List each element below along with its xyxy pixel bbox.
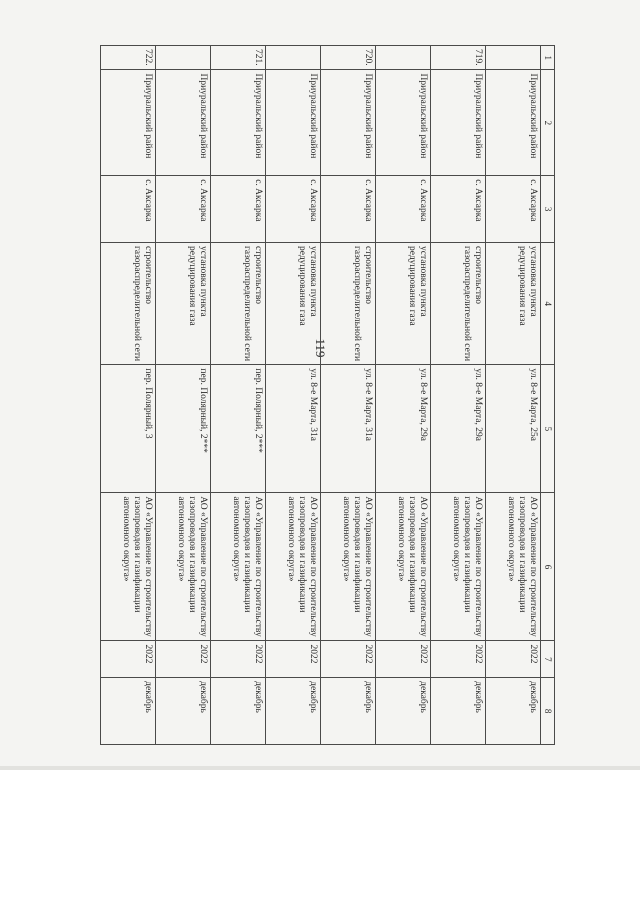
column-header: 7 xyxy=(541,641,555,678)
settlement-cell: с. Аксарка xyxy=(211,176,266,243)
address-cell: пер. Полярный, 2*** xyxy=(211,365,266,493)
district-cell: Приуральский район xyxy=(486,70,541,176)
address-cell: ул. 8-е Марта, 25а xyxy=(486,365,541,493)
executor-cell: АО «Управление по строительству газопроводов и газификации автономного округа» xyxy=(321,493,376,641)
month-cell: декабрь xyxy=(431,678,486,745)
executor-cell: АО «Управление по строительству газопроводов и газификации автономного округа» xyxy=(156,493,211,641)
district-cell: Приуральский район xyxy=(266,70,321,176)
work-cell: установка пункта редуцирования газа xyxy=(156,243,211,365)
column-header: 1 xyxy=(541,46,555,70)
table-row xyxy=(211,46,266,745)
district-cell: Приуральский район xyxy=(211,70,266,176)
row-number xyxy=(266,46,321,70)
row-number xyxy=(376,46,431,70)
district-cell: Приуральский район xyxy=(321,70,376,176)
month-cell: декабрь xyxy=(266,678,321,745)
address-cell: ул. 8-е Марта, 31а xyxy=(321,365,376,493)
row-number: 719. xyxy=(431,46,486,70)
address-cell: пер. Полярный, 2*** xyxy=(156,365,211,493)
executor-cell: АО «Управление по строительству газопроводов и газификации автономного округа» xyxy=(486,493,541,641)
year-cell: 2022 xyxy=(101,641,156,678)
district-cell: Приуральский район xyxy=(431,70,486,176)
work-cell: установка пункта редуцирования газа xyxy=(486,243,541,365)
district-cell: Приуральский район xyxy=(101,70,156,176)
year-cell: 2022 xyxy=(486,641,541,678)
settlement-cell: с. Аксарка xyxy=(486,176,541,243)
row-number xyxy=(156,46,211,70)
work-cell: строительство газораспределительной сети xyxy=(211,243,266,365)
row-number xyxy=(486,46,541,70)
executor-cell: АО «Управление по строительству газопроводов и газификации автономного округа» xyxy=(266,493,321,641)
table-container xyxy=(100,45,555,745)
year-cell: 2022 xyxy=(266,641,321,678)
settlement-cell: с. Аксарка xyxy=(266,176,321,243)
address-cell: ул. 8-е Марта, 29а xyxy=(431,365,486,493)
table-row xyxy=(486,46,541,745)
settlement-cell: с. Аксарка xyxy=(376,176,431,243)
address-cell: пер. Полярный, 3 xyxy=(101,365,156,493)
month-cell: декабрь xyxy=(211,678,266,745)
month-cell: декабрь xyxy=(156,678,211,745)
column-header: 5 xyxy=(541,365,555,493)
column-header: 6 xyxy=(541,493,555,641)
table-row xyxy=(156,46,211,745)
row-number: 722. xyxy=(101,46,156,70)
district-cell: Приуральский район xyxy=(156,70,211,176)
executor-cell: АО «Управление по строительству газопроводов и газификации автономного округа» xyxy=(101,493,156,641)
address-cell: ул. 8-е Марта, 31а xyxy=(266,365,321,493)
month-cell: декабрь xyxy=(376,678,431,745)
table-row xyxy=(266,46,321,745)
work-cell: строительство газораспределительной сети xyxy=(101,243,156,365)
column-header: 4 xyxy=(541,243,555,365)
year-cell: 2022 xyxy=(156,641,211,678)
page-number: 119 xyxy=(313,338,328,358)
column-header: 3 xyxy=(541,176,555,243)
year-cell: 2022 xyxy=(431,641,486,678)
row-number: 720. xyxy=(321,46,376,70)
executor-cell: АО «Управление по строительству газопроводов и газификации автономного округа» xyxy=(431,493,486,641)
executor-cell: АО «Управление по строительству газопроводов и газификации автономного округа» xyxy=(211,493,266,641)
year-cell: 2022 xyxy=(321,641,376,678)
table-row xyxy=(101,46,156,745)
scan-edge xyxy=(0,766,640,770)
settlement-cell: с. Аксарка xyxy=(101,176,156,243)
month-cell: декабрь xyxy=(486,678,541,745)
district-cell: Приуральский район xyxy=(376,70,431,176)
work-cell: строительство газораспределительной сети xyxy=(321,243,376,365)
header-row xyxy=(541,46,555,745)
executor-cell: АО «Управление по строительству газопроводов и газификации автономного округа» xyxy=(376,493,431,641)
table-row xyxy=(431,46,486,745)
month-cell: декабрь xyxy=(101,678,156,745)
work-cell: установка пункта редуцирования газа xyxy=(266,243,321,365)
table-row xyxy=(321,46,376,745)
work-cell: строительство газораспределительной сети xyxy=(431,243,486,365)
table-row xyxy=(376,46,431,745)
row-number: 721. xyxy=(211,46,266,70)
year-cell: 2022 xyxy=(376,641,431,678)
column-header: 8 xyxy=(541,678,555,745)
settlement-cell: с. Аксарка xyxy=(156,176,211,243)
work-cell: установка пункта редуцирования газа xyxy=(376,243,431,365)
data-table xyxy=(100,45,555,745)
year-cell: 2022 xyxy=(211,641,266,678)
settlement-cell: с. Аксарка xyxy=(321,176,376,243)
address-cell: ул. 8-е Марта, 29а xyxy=(376,365,431,493)
settlement-cell: с. Аксарка xyxy=(431,176,486,243)
month-cell: декабрь xyxy=(321,678,376,745)
column-header: 2 xyxy=(541,70,555,176)
